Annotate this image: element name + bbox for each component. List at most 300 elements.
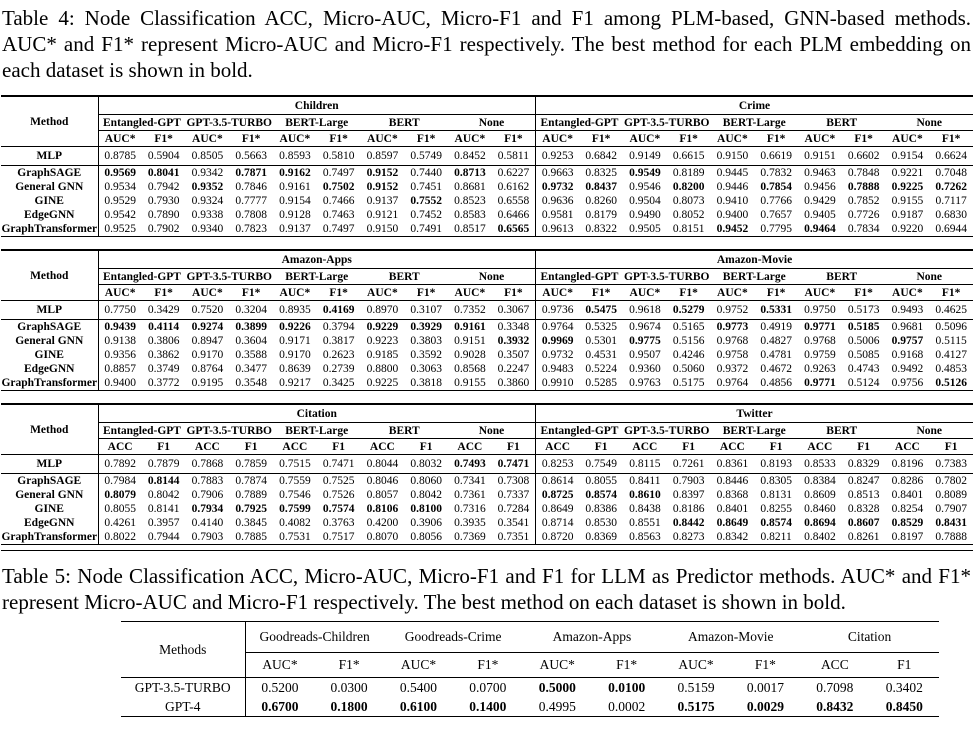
value-cell: 0.9771 [804,377,836,389]
value-cell: 0.8260 [585,195,617,207]
value-cell: 0.8568 [454,363,486,375]
value-cell: 0.9773 [716,321,749,333]
value-cell: 0.8342 [716,531,749,543]
value-cell: 0.9263 [804,363,836,375]
value-cell: 0.3803 [410,335,442,347]
value-cell: 0.7888 [847,181,880,193]
value-cell: 0.2623 [322,349,355,361]
method-header: Method [1,96,98,147]
value-cell: 0.4531 [585,349,617,361]
value-cell: 0.9217 [279,377,311,389]
value-cell: 0.7451 [410,181,442,193]
method-header: Method [1,250,98,301]
value-cell: 0.9663 [536,166,580,181]
value-cell: 0.6615 [667,147,711,166]
plm-header: BERT [798,423,886,439]
value-cell: 0.5200 [261,679,299,695]
value-cell: 0.7574 [322,503,355,515]
value-cell: 0.7777 [235,195,267,207]
value-cell: 0.8533 [798,455,842,474]
value-cell: 0.8057 [366,489,399,501]
value-cell: 0.4246 [672,349,705,361]
value-cell: 0.8513 [847,489,880,501]
plm-header: BERT [361,423,449,439]
value-cell: 0.6227 [497,167,530,179]
value-cell: 0.7549 [579,455,623,474]
value-cell: 0.6624 [929,147,973,166]
value-cell: 0.8273 [672,531,705,543]
value-cell: 0.7888 [935,531,967,543]
value-cell: 0.5085 [847,349,880,361]
value-cell: 0.3348 [497,321,530,333]
value-cell: 0.9226 [279,321,311,333]
value-cell: 0.6565 [497,223,530,235]
value-cell: 0.6700 [261,698,299,714]
value-cell: 0.8196 [886,455,930,474]
value-cell: 0.7316 [454,503,486,515]
value-cell: 0.9768 [804,335,836,347]
value-cell: 0.8583 [454,209,486,221]
value-cell: 0.3957 [147,517,180,529]
table-row [1,516,973,530]
value-cell: 0.8523 [454,195,486,207]
value-cell: 0.9534 [104,181,136,193]
value-cell: 0.8970 [361,301,405,320]
value-cell: 0.8322 [585,223,617,235]
value-cell: 0.7440 [410,167,442,179]
value-cell: 0.7525 [322,475,355,487]
value-cell: 0.9507 [629,349,661,361]
table-row [1,376,973,391]
value-cell: 0.9170 [279,349,311,361]
value-cell: 0.9352 [191,181,224,193]
value-cell: 0.9253 [536,147,580,166]
metric-header: ACC [448,439,492,455]
value-cell: 0.8056 [410,531,442,543]
value-cell: 0.9356 [104,349,136,361]
metric-header: F1* [754,131,798,147]
value-cell: 0.8442 [672,517,705,529]
value-cell: 0.8432 [816,698,854,714]
value-cell: 0.3906 [410,517,442,529]
value-cell: 0.8369 [585,531,617,543]
metric-header: F1* [731,653,800,678]
value-cell: 0.5000 [538,679,576,695]
value-cell: 0.9149 [623,147,667,166]
metric-header: AUC* [98,131,142,147]
value-cell: 0.7874 [235,475,267,487]
value-cell: 0.9150 [711,147,755,166]
value-cell: 0.7903 [191,531,224,543]
value-cell: 0.9128 [279,209,311,221]
dataset-header: Crime [536,96,974,115]
value-cell: 0.9736 [536,301,580,320]
value-cell: 0.8431 [935,517,967,529]
value-cell: 0.8401 [716,503,749,515]
method-name: GraphTransformer [1,223,98,235]
value-cell: 0.5325 [585,321,617,333]
value-cell: 0.9456 [804,181,836,193]
method-name: GraphSAGE [1,320,98,335]
plm-header: Entangled-GPT [98,423,186,439]
value-cell: 0.9758 [716,349,749,361]
value-cell: 0.8607 [847,517,880,529]
value-cell: 0.9764 [716,377,749,389]
value-cell: 0.9195 [191,377,224,389]
value-cell: 0.7261 [667,455,711,474]
value-cell: 0.8551 [629,517,661,529]
value-cell: 0.9969 [536,334,580,348]
value-cell: 0.4781 [760,349,792,361]
value-cell: 0.9445 [716,167,749,179]
value-cell: 0.3862 [147,349,180,361]
header-row-metrics [1,439,973,455]
value-cell: 0.7906 [191,489,224,501]
value-cell: 0.9171 [279,335,311,347]
value-cell: 0.3425 [322,377,355,389]
value-cell: 0.8261 [847,531,880,543]
plm-header: None [448,423,536,439]
metric-header: F1* [453,653,522,678]
metric-header: F1 [317,439,361,455]
value-cell: 0.8639 [279,363,311,375]
value-cell: 0.7984 [104,475,136,487]
value-cell: 0.9028 [454,349,486,361]
value-cell: 0.8384 [804,475,836,487]
value-cell: 0.7098 [816,679,854,695]
value-cell: 0.9636 [536,194,580,208]
value-cell: 0.9505 [629,223,661,235]
value-cell: 0.8438 [629,503,661,515]
dataset-header: Amazon-Movie [536,250,974,269]
value-cell: 0.5279 [667,301,711,320]
table5 [121,621,939,717]
value-cell: 0.3749 [147,363,180,375]
value-cell: 0.3477 [235,363,267,375]
dataset-header: Twitter [536,404,974,423]
value-cell: 0.7944 [147,531,180,543]
value-cell: 0.9732 [536,348,580,362]
method-name: General GNN [1,180,98,194]
value-cell: 0.4169 [317,301,361,320]
method-name: EdgeGNN [1,362,98,376]
value-cell: 0.9910 [536,376,580,391]
value-cell: 0.6944 [935,223,967,235]
method-name: GPT-4 [121,697,245,717]
value-cell: 0.4114 [148,321,180,333]
value-cell: 0.9674 [629,321,661,333]
method-name: GraphSAGE [1,474,98,489]
value-cell: 0.8714 [536,516,580,530]
value-cell: 0.7491 [410,223,442,235]
value-cell: 0.3204 [229,301,273,320]
dataset-header: Amazon-Apps [98,250,536,269]
value-cell: 0.8401 [891,489,924,501]
value-cell: 0.4995 [538,698,576,714]
metric-header: ACC [273,439,317,455]
value-cell: 0.7890 [147,209,180,221]
method-name: General GNN [1,334,98,348]
plm-header: GPT-3.5-TURBO [186,424,272,437]
value-cell: 0.8060 [410,475,442,487]
method-name: MLP [1,455,98,474]
value-cell: 0.6100 [399,698,438,714]
value-cell: 0.9410 [716,195,749,207]
plm-header: BERT-Large [711,423,799,439]
value-cell: 0.7907 [935,503,967,515]
header-row-metrics [1,285,973,301]
value-cell: 0.8437 [585,181,617,193]
header-row-metrics [1,131,973,147]
metric-header: F1* [929,131,973,147]
metric-header: F1* [317,285,361,301]
value-cell: 0.9681 [891,321,924,333]
metric-header: ACC [186,439,230,455]
metric-header: F1* [229,131,273,147]
value-cell: 0.3929 [410,321,442,333]
metric-header: F1* [929,285,973,301]
value-cell: 0.3107 [404,301,448,320]
value-cell: 0.7750 [98,301,142,320]
value-cell: 0.8725 [536,488,580,502]
method-name: MLP [1,147,98,166]
value-cell: 0.3932 [497,335,530,347]
value-cell: 0.3794 [322,321,355,333]
value-cell: 0.9775 [629,335,661,347]
value-cell: 0.8200 [672,181,705,193]
table4-caption: Table 4: Node Classification ACC, Micro-AUC, Micro-F1 and F1 among PLM-based, GNN-based methods. AUC* and F1* represent Micro-AUC and Micro-F1 respectively. The best method for each PLM embedding on each dataset is shown in bold. [2,6,971,82]
value-cell: 0.9161 [279,181,311,193]
value-cell: 0.8254 [891,503,924,515]
metric-header: AUC* [798,131,842,147]
value-cell: 0.9151 [798,147,842,166]
value-cell: 0.9429 [804,195,836,207]
table5-caption: Table 5: Node Classification ACC, Micro-AUC, Micro-F1 and F1 for LLM as Predictor methods. AUC* and F1* represent Micro-AUC and Micro-F1 respectively. The best method on each dataset is shown in bold. [2,564,971,614]
table-row [1,455,973,474]
method-name: GraphTransformer [1,531,98,543]
metric-header: F1 [667,439,711,455]
value-cell: 0.7802 [935,475,967,487]
dataset-header: Goodreads-Crime [384,622,523,653]
metric-header: AUC* [661,653,730,678]
value-cell: 0.8694 [804,517,836,529]
plm-header: None [448,269,536,285]
value-cell: 0.7930 [147,195,180,207]
value-cell: 0.5185 [847,321,880,333]
value-cell: 0.8106 [366,503,399,515]
value-cell: 0.8614 [536,474,580,489]
value-cell: 0.7766 [760,195,792,207]
value-cell: 0.8450 [885,698,923,714]
value-cell: 0.0017 [746,679,784,695]
value-cell: 0.8563 [629,531,661,543]
table-row [1,166,973,181]
metric-header: F1* [842,285,886,301]
value-cell: 0.7552 [410,195,442,207]
value-cell: 0.8517 [454,223,486,235]
value-cell: 0.9151 [454,335,486,347]
value-cell: 0.8151 [672,223,705,235]
value-cell: 0.8785 [98,147,142,166]
table4-bottom-rule [1,550,973,551]
value-cell: 0.9152 [366,181,399,193]
value-cell: 0.9546 [629,181,661,193]
value-cell: 0.8610 [629,489,661,501]
value-cell: 0.7832 [760,167,792,179]
value-cell: 0.4261 [104,517,136,529]
table-row [1,474,973,489]
metric-header: F1 [404,439,448,455]
value-cell: 0.7361 [454,489,486,501]
value-cell: 0.7599 [279,503,311,515]
value-cell: 0.3507 [497,349,530,361]
value-cell: 0.9154 [886,147,930,166]
metric-header: F1* [842,131,886,147]
value-cell: 0.7471 [492,455,536,474]
value-cell: 0.3592 [410,349,442,361]
value-cell: 0.4672 [760,363,792,375]
value-cell: 0.9613 [536,222,580,237]
metric-header: F1* [492,285,536,301]
value-cell: 0.9492 [891,363,924,375]
value-cell: 0.7848 [847,167,880,179]
value-cell: 0.8325 [585,167,617,179]
table-row [1,301,973,320]
value-cell: 0.8141 [147,503,180,515]
table-row [1,334,973,348]
value-cell: 0.9569 [104,167,136,179]
value-cell: 0.9504 [629,195,661,207]
value-cell: 0.7383 [929,455,973,474]
value-cell: 0.9400 [716,209,749,221]
value-cell: 0.1800 [330,698,368,714]
plm-header: BERT [798,115,886,131]
value-cell: 0.5331 [754,301,798,320]
value-cell: 0.9618 [623,301,667,320]
value-cell: 0.8089 [935,489,967,501]
value-cell: 0.4140 [191,517,224,529]
value-cell: 0.8144 [147,475,180,487]
metric-header: F1* [592,653,661,678]
value-cell: 0.7854 [760,181,792,193]
dataset-header: Goodreads-Children [245,622,384,653]
value-cell: 0.5060 [672,363,705,375]
value-cell: 0.7463 [322,209,355,221]
value-cell: 0.8079 [104,489,136,501]
value-cell: 0.1400 [469,698,507,714]
metric-header: F1 [229,439,273,455]
value-cell: 0.8361 [711,455,755,474]
metric-header: AUC* [186,285,230,301]
dataset-header: Children [98,96,536,115]
table-row [1,488,973,502]
value-cell: 0.9463 [804,167,836,179]
value-cell: 0.8609 [804,489,836,501]
metric-header: AUC* [448,285,492,301]
value-cell: 0.8041 [147,167,180,179]
value-cell: 0.9225 [366,377,399,389]
value-cell: 0.7902 [147,223,180,235]
value-cell: 0.8042 [410,489,442,501]
metric-header: AUC* [448,131,492,147]
value-cell: 0.9759 [804,349,836,361]
value-cell: 0.9525 [104,223,136,235]
plm-header: Entangled-GPT [536,115,624,131]
value-cell: 0.9581 [536,208,580,222]
value-cell: 0.7892 [98,455,142,474]
value-cell: 0.8947 [191,335,224,347]
method-header: Method [1,404,98,455]
metric-header: AUC* [536,285,580,301]
value-cell: 0.7883 [191,475,224,487]
value-cell: 0.4625 [929,301,973,320]
plm-header: GPT-3.5-TURBO [186,270,272,283]
value-cell: 0.5156 [672,335,705,347]
table-row [1,502,973,516]
value-cell: 0.8179 [585,209,617,221]
value-cell: 0.8574 [760,517,792,529]
value-cell: 0.4082 [279,517,311,529]
metric-header: F1* [314,653,383,678]
value-cell: 0.7493 [448,455,492,474]
value-cell: 0.9732 [536,180,580,194]
value-cell: 0.8055 [104,503,136,515]
metric-header: AUC* [98,285,142,301]
value-cell: 0.8411 [629,475,661,487]
plm-header: BERT-Large [711,269,799,285]
header-row-datasets [1,250,973,269]
table-row [121,678,939,698]
metric-header: ACC [711,439,755,455]
table-row [1,530,973,545]
header-row-datasets [1,404,973,423]
table4-section-2 [1,403,973,545]
table-row [1,222,973,237]
value-cell: 0.3772 [147,377,180,389]
value-cell: 0.9452 [716,223,749,235]
method-name: GINE [1,194,98,208]
table4-section-0 [1,95,973,237]
value-cell: 0.4827 [760,335,792,347]
value-cell: 0.7466 [322,195,355,207]
metric-header: F1* [317,131,361,147]
value-cell: 0.8764 [191,363,224,375]
value-cell: 0.8100 [410,503,442,515]
metric-header: F1* [754,285,798,301]
value-cell: 0.7048 [935,167,967,179]
metric-header: AUC* [361,285,405,301]
value-cell: 0.8255 [760,503,792,515]
value-cell: 0.0700 [469,679,507,695]
value-cell: 0.8286 [891,475,924,487]
value-cell: 0.3429 [142,301,186,320]
metric-header: AUC* [245,653,314,678]
value-cell: 0.9768 [716,335,749,347]
value-cell: 0.7889 [235,489,267,501]
metric-header: AUC* [798,285,842,301]
value-cell: 0.8720 [536,530,580,545]
method-name: GraphSAGE [1,166,98,181]
table-row [1,348,973,362]
plm-header: Entangled-GPT [536,423,624,439]
value-cell: 0.8044 [361,455,405,474]
value-cell: 0.2739 [322,363,355,375]
value-cell: 0.7942 [147,181,180,193]
plm-header: Entangled-GPT [98,269,186,285]
value-cell: 0.8452 [448,147,492,166]
value-cell: 0.8530 [585,517,617,529]
metric-header: ACC [623,439,667,455]
